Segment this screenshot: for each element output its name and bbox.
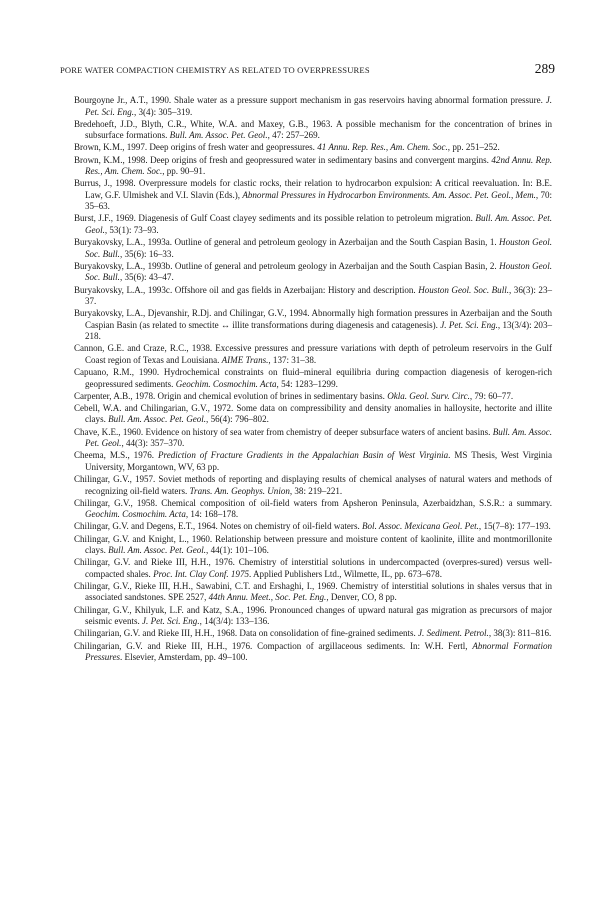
reference-text: Carpenter, A.B., 1978. Origin and chemical evolution of brines in sedimentary basins. xyxy=(74,390,388,401)
reference-text: Chilingar, G.V. and Rieke III, H.H., 1976. Chemistry of interstitial solutions in undercompacted (overpres-sured) versus well-compacted shales. xyxy=(74,557,552,579)
reference-entry xyxy=(74,557,552,580)
reference-text: , 137: 31–38. xyxy=(268,354,317,365)
reference-source: Trans. Am. Geophys. Union xyxy=(189,485,290,496)
reference-source: Bol. Assoc. Mexicana Geol. Pet. xyxy=(362,521,479,532)
reference-entry xyxy=(74,605,552,628)
reference-source: Bull. Am. Assoc. Pet. Geol. xyxy=(108,414,207,425)
reference-text: Brown, K.M., 1998. Deep origins of fresh and geopressured water in sedimentary basins and convergent margins. xyxy=(74,154,492,165)
reference-entry xyxy=(74,367,552,390)
reference-source: 44th Annu. Meet., Soc. Pet. Eng. xyxy=(208,592,327,603)
reference-text: , 36(3): 23–37. xyxy=(85,284,553,306)
reference-source: Bull. Am. Assoc. Pet. Geol. xyxy=(108,545,207,556)
reference-entry xyxy=(74,308,552,343)
reference-text: , 70: 35–63. xyxy=(85,189,552,212)
reference-text: Capuano, R.M., 1990. Hydrochemical constraints on fluid–mineral equilibria during compaction diagenesis of kerogen-rich geopressured sediments. xyxy=(74,367,552,389)
reference-entry xyxy=(74,95,552,118)
reference-source: Houston Geol. Soc. Bull. xyxy=(85,260,552,283)
reference-text: Buryakovsky, L.A., 1993b. Outline of general and petroleum geology in Azerbaijan and the South Caspian Basin, 2. xyxy=(74,260,500,271)
reference-source: 41 Annu. Rep. Res., Am. Chem. Soc. xyxy=(317,142,448,153)
reference-source: Okla. Geol. Surv. Circ. xyxy=(387,390,470,401)
reference-text: , 3(4): 305–319. xyxy=(134,106,193,117)
reference-text: , 13(3/4): 203–218. xyxy=(85,319,553,342)
reference-entry xyxy=(74,521,552,533)
reference-source: Abnormal Pressures in Hydrocarbon Environments. Am. Assoc. Pet. Geol., Mem. xyxy=(242,189,536,200)
reference-source: 42nd Annu. Rep. Res., Am. Chem. Soc. xyxy=(85,154,553,177)
reference-entry xyxy=(74,261,552,284)
reference-source: J. Sediment. Petrol. xyxy=(418,628,489,639)
reference-source: Prediction of Fracture Gradients in the Appalachian Basin of West Virginia xyxy=(157,450,449,461)
reference-text: . MS Thesis, West Virginia University, Morgantown, WV, 63 pp. xyxy=(85,450,552,472)
reference-text: , 14(3/4): 133–136. xyxy=(199,616,270,627)
reference-text: , 56(4): 796–802. xyxy=(206,414,269,425)
reference-source: AIME Trans. xyxy=(221,354,269,365)
reference-text: Bourgoyne Jr., A.T., 1990. Shale water as a pressure support mechanism in gas reservoirs having abnormal formation pressure. xyxy=(74,95,546,105)
reference-text: Chilingarian, G.V. and Rieke III, H.H., 1968. Data on consolidation of fine-grained sediments. xyxy=(74,628,419,639)
reference-text: Brown, K.M., 1997. Deep origins of fresh water and geopressures. xyxy=(74,142,318,153)
reference-source: Houston Geol. Soc. Bull. xyxy=(85,237,552,259)
reference-text: , 44(1): 101–106. xyxy=(206,545,269,556)
reference-entry xyxy=(74,534,552,557)
reference-entry xyxy=(74,427,552,450)
reference-source: J. Pet. Sci. Eng. xyxy=(440,319,498,330)
reference-entry xyxy=(74,498,552,521)
page-number: 289 xyxy=(534,61,555,76)
reference-source: J. Pet. Sci. Eng. xyxy=(85,95,552,117)
reference-text: Chave, K.E., 1960. Evidence on history of sea water from chemistry of deeper subsurface waters of ancient basins. xyxy=(74,426,493,437)
reference-list xyxy=(74,95,552,664)
reference-source: Bull. Am. Assoc. Pet. Geol. xyxy=(85,213,552,235)
reference-text: , Denver, CO, 8 pp. xyxy=(326,592,397,603)
reference-entry xyxy=(74,581,552,604)
reference-entry xyxy=(74,237,552,260)
reference-text: Chilingar, G.V., 1957. Soviet methods of reporting and displaying results of chemical analyses of natural waters and methods of recognizing oil-field waters. xyxy=(74,474,552,496)
reference-text: , 38: 219–221. xyxy=(289,485,343,496)
reference-text: Cannon, G.E. and Craze, R.C., 1938. Excessive pressures and pressure variations with depth of petroleum reservoirs in the Gulf Coast region of Texas and Louisiana. xyxy=(74,343,552,365)
reference-text: Buryakovsky, L.A., Djevanshir, R.Dj. and Chilingar, G.V., 1994. Abnormally high formation pressures in Azerbaijan and the South Caspian Basin (as related to smectite ↔ illite transformations during diagenesis and catagenesis). xyxy=(74,308,552,330)
reference-source: Geochim. Cosmochim. Acta xyxy=(175,378,277,389)
reference-text: Chilingar, G.V. and Knight, L., 1960. Relationship between pressure and moisture content of kaolinite, illite and montmorillonite clays. xyxy=(74,533,552,556)
reference-text: , 15(7–8): 177–193. xyxy=(478,521,551,532)
reference-entry xyxy=(74,155,552,178)
reference-text: Bredehoeft, J.D., Blyth, C.R., White, W.A. and Maxey, G.B., 1963. A possible mechanism for the concentration of brines in subsurface formations. xyxy=(74,118,552,141)
reference-text: Chilingar, G.V. and Degens, E.T., 1964. Notes on chemistry of oil-field waters. xyxy=(74,521,362,532)
running-title: PORE WATER COMPACTION CHEMISTRY AS RELATED TO OVERPRESSURES xyxy=(60,65,370,75)
reference-text: , pp. 251–252. xyxy=(447,142,500,153)
reference-text: , 54: 1283–1299. xyxy=(276,378,338,389)
reference-text: , 53(1): 73–93. xyxy=(104,224,159,235)
reference-text: Cebell, W.A. and Chilingarian, G.V., 1972. Some data on compressibility and density anomalies in halloysite, hectorite and illite clays. xyxy=(74,402,552,425)
reference-source: Abnormal Formation Pressures xyxy=(85,640,553,662)
reference-text: Chilingar, G.V., Rieke III, H.H., Sawabini, C.T. and Ershaghi, I., 1969. Chemistry of interstitial solutions in shales versus that in associated sandstones. SPE 2527, xyxy=(74,580,552,603)
reference-text: , 44(3): 357–370. xyxy=(121,438,185,449)
reference-entry xyxy=(74,285,552,308)
reference-entry xyxy=(74,142,552,154)
reference-text: , 35(6): 16–33. xyxy=(119,248,174,259)
reference-source: Geochim. Cosmochim. Acta xyxy=(85,509,186,520)
reference-text: , 35(6): 43–47. xyxy=(119,272,174,283)
reference-entry xyxy=(74,391,552,403)
reference-source: Houston Geol. Soc. Bull. xyxy=(418,284,509,295)
reference-entry xyxy=(74,628,552,640)
reference-text: , 79: 60–77. xyxy=(469,390,514,401)
reference-entry xyxy=(74,343,552,366)
reference-text: , 14: 168–178. xyxy=(185,509,239,520)
reference-text: Chilingar, G.V., Khilyuk, L.F. and Katz, S.A., 1996. Pronounced changes of upward natural gas migration as precursors of major seismic events. xyxy=(74,604,552,627)
reference-text: , pp. 90–91. xyxy=(162,166,206,177)
reference-entry xyxy=(74,178,552,213)
page-header xyxy=(60,57,555,77)
reference-text: Burrus, J., 1998. Overpressure models for clastic rocks, their relation to hydrocarbon expulsion: A critical reevaluation. In: B.E. Law, G.F. Ulmishek and V.I. Slavin (Eds.), xyxy=(74,178,552,200)
reference-text: , 38(3): 811–816. xyxy=(488,628,552,639)
reference-source: Bull. Am. Assoc. Pet. Geol. xyxy=(169,130,268,141)
reference-text: Cheema, M.S., 1976. xyxy=(74,450,158,461)
reference-source: Bull. Am. Assoc. Pet. Geol. xyxy=(85,426,553,449)
reference-text: . Applied Publishers Ltd., Wilmette, IL, pp. 673–678. xyxy=(249,568,442,579)
reference-entry xyxy=(74,474,552,497)
reference-entry xyxy=(74,213,552,236)
reference-text: Chilingar, G.V., 1958. Chemical composition of oil-field waters from Apsheron Peninsula, Azerbaidzhan, S.S.R.: a summary. xyxy=(74,497,552,508)
reference-text: Chilingarian, G.V. and Rieke III, H.H., 1976. Compaction of argillaceous sediments. In: W.H. Fertl, xyxy=(74,640,473,651)
reference-text: Burst, J.F., 1969. Diagenesis of Gulf Coast clayey sediments and its possible relation to petroleum migration. xyxy=(74,213,476,224)
reference-entry xyxy=(74,450,552,473)
reference-text: Buryakovsky, L.A., 1993a. Outline of general and petroleum geology in Azerbaijan and the South Caspian Basin, 1. xyxy=(74,237,500,248)
reference-text: Buryakovsky, L.A., 1993c. Offshore oil and gas fields in Azerbaijan: History and description. xyxy=(74,284,419,295)
reference-entry xyxy=(74,641,552,664)
reference-text: , 47: 257–269. xyxy=(267,130,320,141)
reference-source: Proc. Int. Clay Conf. 1975 xyxy=(153,568,249,579)
reference-source: J. Pet. Sci. Eng. xyxy=(142,616,200,627)
reference-entry xyxy=(74,403,552,426)
reference-text: . Elsevier, Amsterdam, pp. 49–100. xyxy=(120,652,248,662)
reference-entry xyxy=(74,119,552,142)
